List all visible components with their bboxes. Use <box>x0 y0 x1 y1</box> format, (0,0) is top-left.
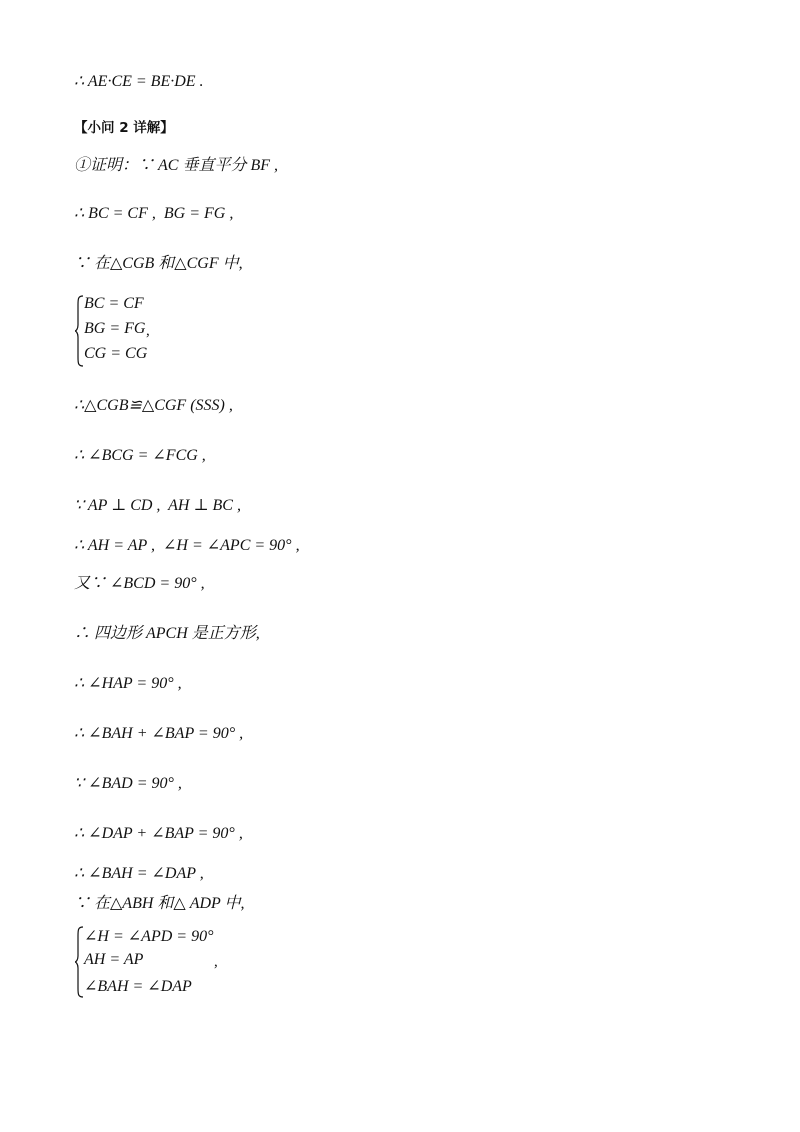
step-sum-dap-bap: ∴ ∠DAP + ∠BAP = 90° , <box>74 825 243 842</box>
system-row: ∠BAH = ∠DAP <box>84 978 192 995</box>
proof-start: ①证明：∵ AC 垂直平分 BF , <box>74 157 278 174</box>
system-row: ∠H = ∠APD = 90° <box>84 928 214 945</box>
system-row: AH = AP <box>84 951 144 968</box>
step-angle-bad: ∵ ∠BAD = 90° , <box>74 775 182 792</box>
step-perpendicular: ∵ AP ⊥ CD , AH ⊥ BC , <box>74 497 241 514</box>
step-sum-bah-bap: ∴ ∠BAH + ∠BAP = 90° , <box>74 725 244 742</box>
step-congruent: ∴△CGB≌△CGF (SSS) , <box>74 397 233 414</box>
step-equal-segments: ∴ BC = CF , BG = FG , <box>74 205 234 222</box>
step-ah-ap: ∴ AH = AP , ∠H = ∠APC = 90° , <box>74 537 300 554</box>
system-comma: , <box>146 323 150 339</box>
left-brace-icon <box>74 926 84 998</box>
system-row: CG = CG <box>84 345 148 362</box>
step-bah-dap: ∴ ∠BAH = ∠DAP , <box>74 865 204 882</box>
equation-product: ∴ AE·CE = BE·DE . <box>74 73 204 90</box>
system-row: BC = CF <box>84 295 144 312</box>
equation-system-aas <box>74 926 274 998</box>
step-right-angle-bcd: 又∵ ∠BCD = 90° , <box>74 575 205 592</box>
step-triangles-intro: ∵ 在△CGB 和△CGF 中, <box>74 255 243 272</box>
left-brace-icon <box>74 295 84 367</box>
system-row: BG = FG <box>84 320 146 337</box>
section-heading: 【小问 2 详解】 <box>74 120 174 136</box>
equation-system-sss <box>74 295 234 367</box>
step-triangles-abh-adp: ∵ 在△ABH 和△ ADP 中, <box>74 895 245 912</box>
step-equal-angles: ∴ ∠BCG = ∠FCG , <box>74 447 206 464</box>
system-comma: , <box>214 954 218 970</box>
step-angle-hap: ∴ ∠HAP = 90° , <box>74 675 182 692</box>
step-square: ∴ 四边形 APCH 是正方形, <box>74 625 260 642</box>
